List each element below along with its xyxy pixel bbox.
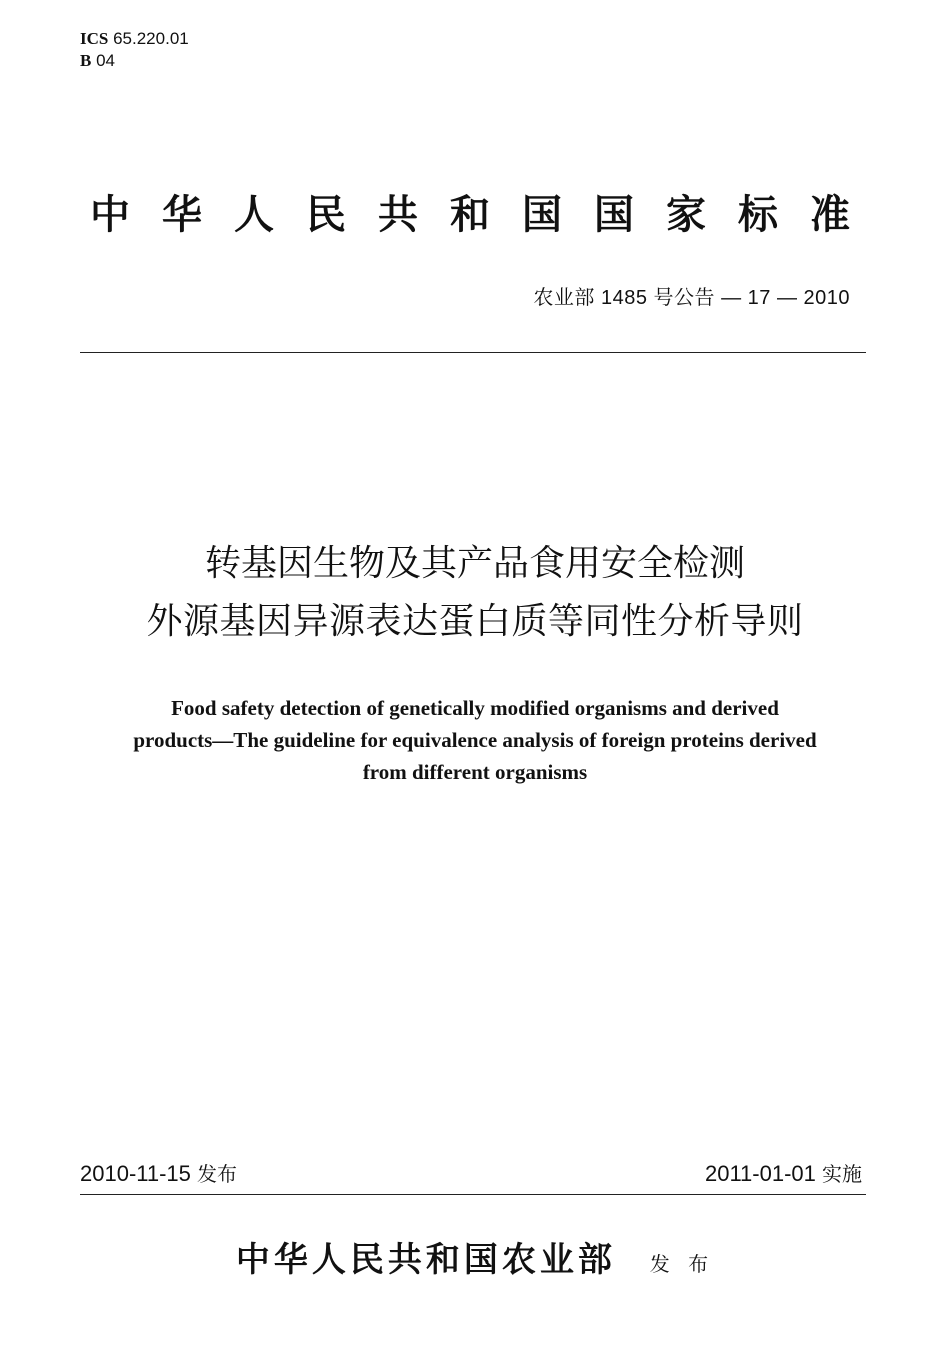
heading-char: 标 xyxy=(738,192,778,238)
issue-date: 2010-11-15 xyxy=(80,1161,191,1186)
heading-char: 家 xyxy=(666,192,706,238)
heading-char: 国 xyxy=(522,192,562,238)
heading-char: 人 xyxy=(234,192,274,238)
title-cn-line1: 转基因生物及其产品食用安全检测 xyxy=(204,543,745,584)
top-divider xyxy=(80,352,866,353)
title-en-line2: products—The guideline for equivalence analysis of foreign proteins derived xyxy=(133,728,817,752)
ics-value: 65.220.01 xyxy=(113,29,189,48)
b-value: 04 xyxy=(96,51,115,70)
issuer-name: 中华人民共和国农业部 xyxy=(235,1240,616,1280)
issue-word: 发布 xyxy=(197,1164,238,1186)
effective-date-block xyxy=(705,1158,862,1187)
title-cn-line2: 外源基因异源表达蛋白质等同性分析导则 xyxy=(146,601,804,642)
b-line xyxy=(80,50,189,72)
ics-key: ICS xyxy=(80,29,109,48)
issue-date-block xyxy=(80,1158,237,1187)
heading-char: 共 xyxy=(378,192,418,238)
heading-char: 华 xyxy=(162,192,202,238)
title-en-line1: Food safety detection of genetically modified organisms and derived xyxy=(171,696,779,720)
issuer-publish-word: 发 布 xyxy=(649,1252,715,1276)
title-en xyxy=(75,692,875,788)
heading-char: 准 xyxy=(810,192,850,238)
effective-date: 2011-01-01 xyxy=(704,1161,816,1186)
national-standard-heading xyxy=(90,190,850,240)
effective-word: 实施 xyxy=(822,1164,862,1186)
heading-char: 国 xyxy=(594,192,634,238)
heading-char: 民 xyxy=(306,192,346,238)
bottom-divider xyxy=(80,1194,866,1195)
heading-char: 中 xyxy=(90,192,130,238)
title-en-line3: from different organisms xyxy=(362,760,588,784)
b-key: B xyxy=(80,51,92,70)
standard-code: 农业部 1485 号公告 — 17 — 2010 xyxy=(533,287,850,309)
classification-block xyxy=(80,28,189,72)
heading-char: 和 xyxy=(450,192,490,238)
issuer-line xyxy=(0,1232,950,1281)
ics-line xyxy=(80,28,189,50)
